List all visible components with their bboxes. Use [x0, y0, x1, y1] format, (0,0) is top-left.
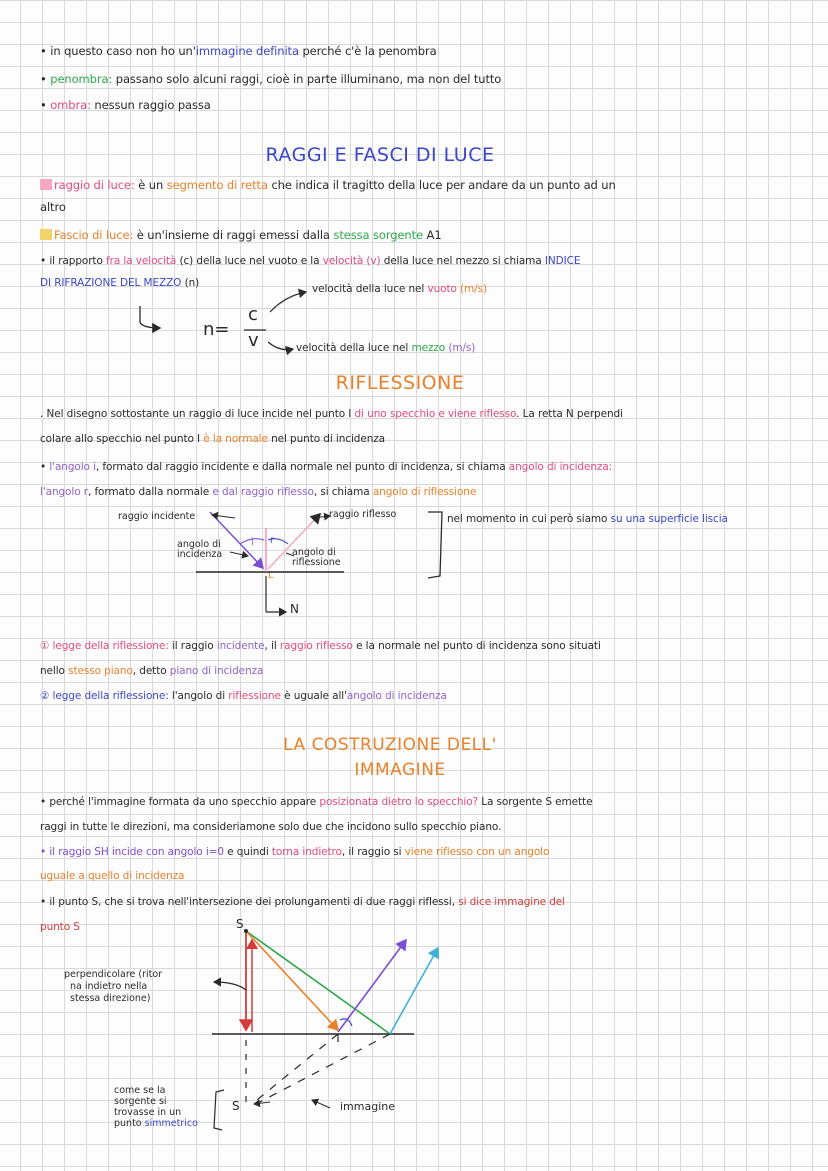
- diag-label-incident: raggio incidente: [118, 511, 196, 522]
- term-riflesso: raggio riflesso: [279, 640, 353, 652]
- term-piano-incidenza: piano di incidenza: [169, 665, 264, 677]
- refl-text: , formato dalla normale: [87, 486, 213, 498]
- term-indice: INDICE: [544, 255, 581, 267]
- refl-text: . La retta N perpendi: [516, 408, 623, 420]
- term-ombra: ombra:: [50, 98, 91, 112]
- arrow-perp: [214, 982, 246, 990]
- sym-label-1: come se la: [114, 1085, 166, 1096]
- bullet: •: [40, 461, 50, 473]
- term-angolo-riflessione: angolo di riflessione: [372, 486, 477, 498]
- refl-text: , formato dal raggio incidente e dalla normale nel punto di incidenza, si chiama: [95, 461, 509, 473]
- perp-label-3: stessa direzione): [70, 993, 151, 1004]
- law-2-title: ② legge della riflessione:: [40, 690, 169, 702]
- diag-i: i: [251, 537, 254, 548]
- sym-label-2: sorgente si: [114, 1096, 167, 1107]
- arrow-immagine: [312, 1100, 330, 1108]
- bracket-sym: [214, 1090, 224, 1130]
- incident-ray: [210, 512, 263, 568]
- prolong-1: [252, 1034, 338, 1104]
- term-uguale: uguale a quello di incidenza: [40, 870, 185, 882]
- rays-text: velocità della luce nel: [312, 283, 428, 295]
- term-velocita-v: velocità (v): [322, 255, 381, 267]
- reflected-purple: [338, 940, 406, 1032]
- reflected-ray: [268, 514, 320, 569]
- bullet: •: [40, 72, 51, 86]
- term-angolo-incidenza: angolo di incidenza:: [508, 461, 613, 473]
- refl-text: colare allo specchio nel punto I: [40, 433, 204, 445]
- diag-label-reflected: raggio riflesso: [329, 509, 397, 520]
- diag-L: L: [268, 570, 274, 581]
- term-velocita: fra la velocità: [106, 255, 177, 267]
- term-angolo-di-incidenza: angolo di incidenza: [346, 690, 447, 702]
- rays-text: della luce nel mezzo si chiama: [380, 255, 545, 267]
- perp-label-2: na indietro nella: [70, 981, 148, 992]
- term-riflesso-angolo: viene riflesso con un angolo: [404, 846, 550, 858]
- law-text: e la normale nel punto di incidenza sono situati: [352, 640, 601, 652]
- diag-label-angle-i: angolo di incidenza: [177, 539, 223, 560]
- diag-S-image: S: [232, 1099, 240, 1113]
- rays-text: è un: [134, 178, 167, 192]
- diag-N: N: [290, 602, 299, 616]
- term-mezzo: mezzo: [411, 342, 446, 354]
- green-ray: [246, 931, 390, 1034]
- term-simmetrico: simmetrico: [144, 1118, 198, 1129]
- rays-text: è un'insieme di raggi emessi dalla: [133, 228, 334, 242]
- term-stesso-piano: stesso piano: [68, 665, 133, 677]
- rays-text: (c) della luce nel vuoto e la: [176, 255, 323, 267]
- img-line-2: raggi in tutte le direzioni, ma consideriamone solo due che incidono sullo specchio piano.: [40, 821, 502, 833]
- rays-line-2: altro: [40, 200, 66, 214]
- prolong-2: [252, 1034, 390, 1106]
- term-immagine-del: si dice immagine del: [458, 896, 565, 908]
- bracket: [428, 512, 442, 578]
- term-raggio-sh: • il raggio SH incide con angolo i=0: [40, 846, 224, 858]
- sym-label-3: trovasse in un: [114, 1107, 182, 1118]
- perp-label-1: perpendicolare (ritor: [64, 969, 163, 980]
- immagine-label: immagine: [340, 1100, 396, 1113]
- rays-text: • il rapporto: [40, 255, 107, 267]
- intro-text: passano solo alcuni raggi, cioè in parte illuminano, ma non del tutto: [112, 72, 502, 86]
- term-normale: è la normale: [203, 433, 268, 445]
- term-angolo-r: l'angolo r: [40, 486, 88, 498]
- diag-r: r: [270, 535, 274, 546]
- refl-text: . Nel disegno sottostante un raggio di luce incide nel punto I: [40, 408, 355, 420]
- refl-text: , si chiama: [313, 486, 373, 498]
- law-text: l'angolo di: [168, 690, 229, 702]
- diag-S: S: [236, 917, 244, 931]
- term-superficie-liscia: su una superficie liscia: [610, 513, 728, 525]
- section-title-image-1: LA COSTRUZIONE DELL': [283, 735, 497, 755]
- section-title-rays: RAGGI E FASCI DI LUCE: [265, 144, 495, 166]
- formula-n: n=: [203, 319, 230, 340]
- intro-highlight: immagine definita: [195, 44, 299, 58]
- term-stessa-sorgente: stessa sorgente: [333, 228, 423, 242]
- img-text: • il punto S, che si trova nell'intersezione dei prolungamenti di due raggi riflessi,: [40, 896, 459, 908]
- rays-text: che indica il tragitto della luce per andare da un punto ad un: [267, 178, 616, 192]
- term-angolo-i: l'angolo i: [49, 461, 96, 473]
- term-incidente: incidente: [216, 640, 265, 652]
- diag-label-angle-r: angolo di riflessione: [292, 547, 341, 568]
- law-text: , il: [264, 640, 280, 652]
- law-text: è uguale all': [280, 690, 347, 702]
- formula-c: c: [248, 304, 258, 325]
- sym-text: punto: [114, 1118, 145, 1129]
- term-indietro: torna indietro: [271, 846, 342, 858]
- formula-v: v: [248, 330, 259, 351]
- img-text: La sorgente S emette: [478, 796, 593, 808]
- term-riflessione: riflessione: [228, 690, 281, 702]
- unit: (m/s): [448, 342, 476, 354]
- term-fascio: Fascio di luce:: [54, 228, 134, 242]
- section-title-reflection: RIFLESSIONE: [335, 372, 465, 394]
- img-text: e quindi: [223, 846, 272, 858]
- intro-text: • in questo caso non ho un': [40, 44, 196, 58]
- reflected-cyan: [390, 948, 438, 1034]
- bullet: •: [40, 98, 51, 112]
- term-raggio: raggio di luce:: [54, 178, 135, 192]
- orange-ray: [246, 931, 338, 1030]
- law-text: , detto: [132, 665, 170, 677]
- law-1-title: ① legge della riflessione:: [40, 640, 169, 652]
- term-dietro-specchio: posizionata dietro lo specchio?: [319, 796, 478, 808]
- law-text: il raggio: [168, 640, 217, 652]
- term-penombra: penombra:: [50, 72, 113, 86]
- refl-text: nel punto di incidenza: [267, 433, 386, 445]
- rays-text: A1: [423, 228, 442, 242]
- rays-text: (n): [181, 277, 200, 289]
- img-text: • perché l'immagine formata da uno specchio appare: [40, 796, 320, 808]
- arrow-to-formula: [140, 306, 160, 328]
- law-text: nello: [40, 665, 69, 677]
- unit: (m/s): [460, 283, 487, 295]
- rays-text: velocità della luce nel: [296, 342, 412, 354]
- arrow-to-v: [268, 342, 293, 350]
- term-vuoto: vuoto: [427, 283, 457, 295]
- intro-text: perché c'è la penombra: [298, 44, 437, 58]
- section-title-image-2: IMMAGINE: [354, 760, 446, 780]
- img-text: , il raggio si: [341, 846, 405, 858]
- intro-text: nessun raggio passa: [90, 98, 211, 112]
- diag-note-text: nel momento in cui però siamo: [447, 513, 611, 525]
- arrow-to-c: [270, 292, 306, 312]
- term-punto-s: punto S: [40, 921, 80, 933]
- term-raggio-riflesso: e dal raggio riflesso: [212, 486, 314, 498]
- term-indice-rifrazione: DI RIFRAZIONE DEL MEZZO: [40, 277, 182, 289]
- term-specchio: di uno specchio e viene riflesso: [354, 408, 517, 420]
- term-segmento: segmento di retta: [166, 178, 268, 192]
